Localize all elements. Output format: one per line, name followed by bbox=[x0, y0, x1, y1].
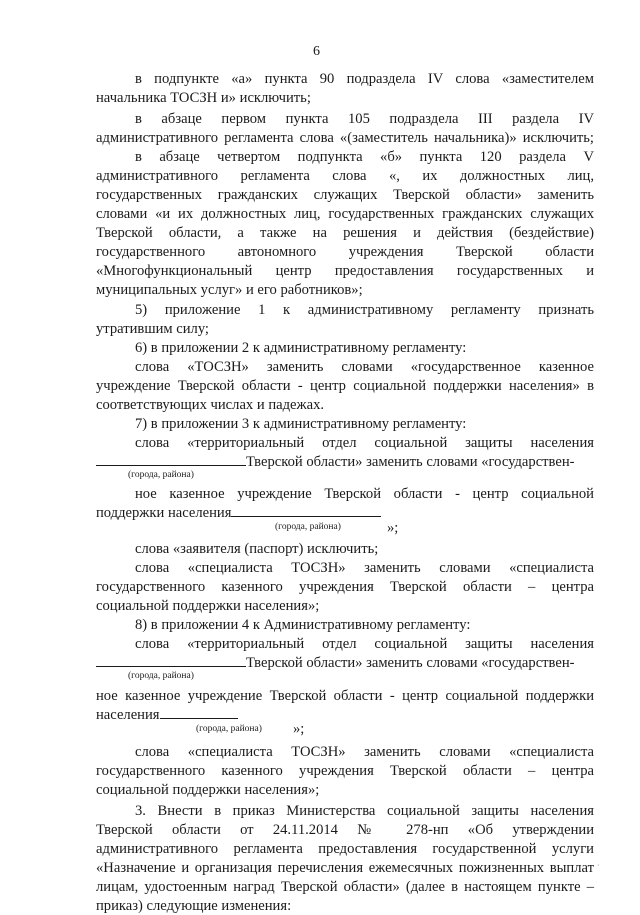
text-line: словами «и их должностных лиц, государственных гражданских служащих bbox=[96, 206, 594, 222]
text-line: государственных гражданских служащих Тверской области» заменить bbox=[96, 187, 594, 203]
text-fragment: поддержки населения bbox=[96, 505, 232, 521]
text-line: социальной поддержки населения»; bbox=[96, 782, 320, 798]
blank-caption: (города, района) bbox=[196, 724, 262, 734]
text-line: административного регламента слова «, их должностных лиц, bbox=[96, 168, 594, 184]
fill-in-blank bbox=[96, 453, 246, 466]
text-fragment: Тверской области» заменить словами «государствен- bbox=[246, 454, 575, 470]
text-line: »; bbox=[293, 721, 305, 737]
blank-caption: (города, района) bbox=[128, 470, 194, 480]
text-line: 5) приложение 1 к административному регламенту признать bbox=[135, 302, 594, 318]
text-line: 7) в приложении 3 к административному регламенту: bbox=[135, 416, 467, 432]
text-line: слова «заявителя (паспорт) исключить; bbox=[135, 541, 379, 557]
text-fragment: населения bbox=[96, 707, 160, 723]
text-line: «Многофункциональный центр предоставления государственных и bbox=[96, 263, 594, 279]
text-line: начальника ТОСЗН и» исключить; bbox=[96, 90, 311, 106]
text-line: ное казенное учреждение Тверской области - центр социальной поддержки bbox=[96, 688, 594, 704]
text-line: «Назначение и организация перечисления ежемесячных пожизненных выплат bbox=[96, 860, 594, 876]
text-line: в абзаце первом пункта 105 подраздела III раздела IV bbox=[135, 111, 594, 127]
blank-caption: (города, района) bbox=[128, 671, 194, 681]
text-line: государственного казенного учреждения Тверской области – центра bbox=[96, 763, 594, 779]
text-line: учреждение Тверской области - центр социальной поддержки населения» в bbox=[96, 378, 594, 394]
text-line: муниципальных услуг» и его работников»; bbox=[96, 282, 363, 298]
text-line: социальной поддержки населения»; bbox=[96, 598, 320, 614]
text-line: Тверской области, а также на решения и действия (бездействие) bbox=[96, 225, 594, 241]
text-line: в абзаце четвертом подпункта «б» пункта 120 раздела V bbox=[135, 149, 594, 165]
text-line: административного регламента слова «(заместитель начальника)» исключить; bbox=[96, 130, 594, 146]
text-line: »; bbox=[387, 520, 399, 536]
text-line-with-blank bbox=[96, 453, 594, 471]
text-line: слова «территориальный отдел социальной защиты населения bbox=[135, 435, 594, 451]
text-line: государственного казенного учреждения Тверской области – центра bbox=[96, 579, 594, 595]
text-line: соответствующих числах и падежах. bbox=[96, 397, 325, 413]
text-line: слова «специалиста ТОСЗН» заменить словами «специалиста bbox=[135, 560, 594, 576]
text-line: слова «территориальный отдел социальной защиты населения bbox=[135, 636, 594, 652]
text-line: государственного автономного учреждения Тверской области bbox=[96, 244, 594, 260]
text-line-with-blank bbox=[96, 504, 594, 522]
text-line: ное казенное учреждение Тверской области - центр социальной bbox=[135, 486, 594, 502]
page-number: 6 bbox=[313, 44, 320, 59]
text-fragment: Тверской области» заменить словами «государствен- bbox=[246, 655, 575, 671]
margin-mark: · bbox=[597, 861, 600, 870]
text-line-with-blank bbox=[96, 706, 594, 724]
text-line-with-blank bbox=[96, 654, 594, 672]
text-line: утратившим силу; bbox=[96, 321, 209, 337]
fill-in-blank bbox=[231, 504, 381, 517]
text-line: слова «ТОСЗН» заменить словами «государственное казенное bbox=[135, 359, 594, 375]
text-line: административного регламента предоставления государственной услуги bbox=[96, 841, 594, 857]
text-line: лицам, удостоенным наград Тверской области» (далее в настоящем пункте – bbox=[96, 879, 594, 895]
text-line: 8) в приложении 4 к Административному регламенту: bbox=[135, 617, 471, 633]
fill-in-blank bbox=[160, 706, 238, 719]
text-line: в подпункте «а» пункта 90 подраздела IV слова «заместителем bbox=[135, 71, 594, 87]
blank-caption: (города, района) bbox=[275, 522, 341, 532]
text-line: 6) в приложении 2 к административному регламенту: bbox=[135, 340, 467, 356]
text-line: слова «специалиста ТОСЗН» заменить словами «специалиста bbox=[135, 744, 594, 760]
text-line: 3. Внести в приказ Министерства социальной защиты населения bbox=[135, 803, 594, 819]
text-line: приказ) следующие изменения: bbox=[96, 898, 292, 914]
text-line: Тверской области от 24.11.2014 № 278-нп «Об утверждении bbox=[96, 822, 594, 838]
fill-in-blank bbox=[96, 654, 246, 667]
